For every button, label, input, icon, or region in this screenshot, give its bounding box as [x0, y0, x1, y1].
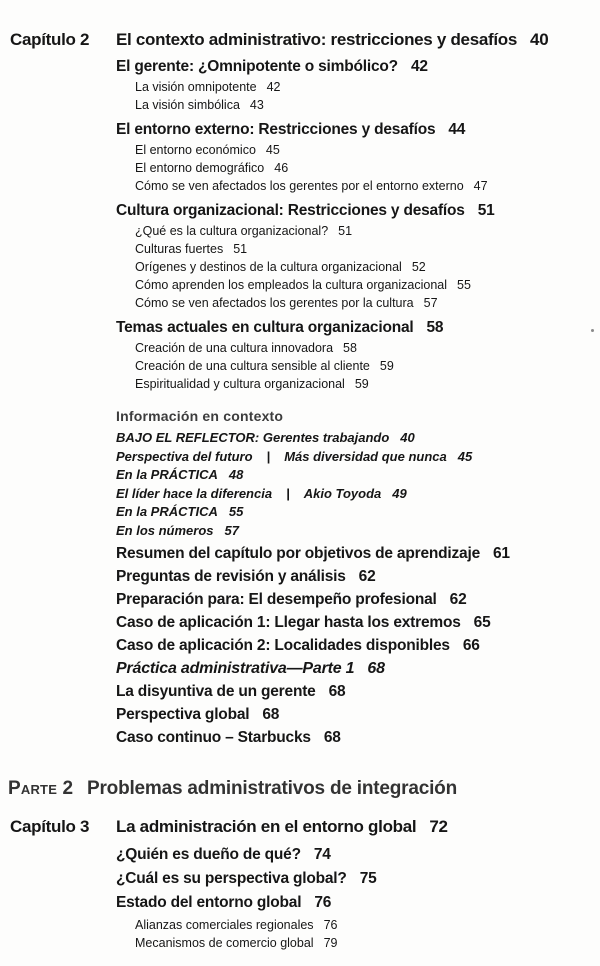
entry-title: Preparación para: El desempeño profesional [116, 591, 437, 608]
page-number: 65 [473, 614, 491, 631]
page-number: 57 [224, 522, 239, 538]
entry-title: En la PRÁCTICA [116, 504, 218, 519]
toc-entry-section [116, 588, 592, 611]
toc-entry-section [116, 726, 592, 749]
entry-title: Práctica administrativa—Parte 1 [116, 660, 355, 677]
page-number: 55 [228, 504, 244, 519]
entry-title: Creación de una cultura sensible al cliente [135, 359, 370, 373]
chapter-title: La administración en el entorno global [116, 817, 417, 836]
entry-title: BAJO EL REFLECTOR: Gerentes trabajando [116, 430, 390, 445]
page-number: 72 [429, 817, 448, 836]
page-number: 76 [323, 918, 338, 932]
toc-entry-subsection [135, 294, 592, 312]
page-number: 44 [448, 121, 466, 138]
entry-title: En la PRÁCTICA [116, 467, 218, 482]
toc-entry-subsection [135, 375, 592, 393]
page-number: 48 [228, 467, 244, 482]
page-number: 75 [359, 870, 377, 887]
page-number: 62 [358, 568, 376, 585]
page-number: 57 [423, 296, 438, 310]
entry-title: Información en contexto [116, 408, 284, 424]
toc-entry-part-2 [10, 775, 592, 802]
toc-entry-section [116, 55, 592, 78]
page-number: 76 [314, 894, 332, 911]
page-number: 68 [323, 729, 341, 746]
entry-title: Caso continuo – Starbucks [116, 729, 311, 746]
entry-title: Perspectiva del futuro [116, 448, 253, 464]
toc-entry-subsection [135, 240, 592, 258]
entry-title: Orígenes y destinos de la cultura organizacional [135, 260, 402, 274]
page-number: 68 [262, 706, 280, 723]
entry-title: Mecanismos de comercio global [135, 936, 314, 950]
page-number: 45 [457, 448, 473, 464]
toc-entry-subsection [135, 258, 592, 276]
page-number: 59 [354, 377, 369, 391]
entry-title: Alianzas comerciales regionales [135, 918, 314, 932]
entry-title: El líder hace la diferencia [116, 485, 273, 501]
toc-entry-section [116, 611, 592, 634]
toc-entry-subsection [135, 934, 592, 952]
toc-entry-section [116, 118, 592, 141]
page-number: 42 [410, 58, 428, 75]
page-number: 51 [233, 242, 248, 256]
toc-entry-subsection [135, 78, 592, 96]
toc-entry-section [116, 634, 592, 657]
toc-entry-section [116, 199, 592, 222]
pipe-separator: | [266, 448, 271, 464]
part-label: Parte 2 [8, 778, 74, 799]
entry-title: En los números [116, 522, 214, 538]
pipe-separator: | [286, 485, 290, 501]
page-number: 45 [265, 143, 280, 157]
page-number: 43 [249, 98, 264, 112]
entry-title: El entorno externo: Restricciones y desafíos [116, 121, 436, 138]
page-number: 40 [530, 30, 549, 49]
entry-title: Espiritualidad y cultura organizacional [135, 377, 345, 391]
toc-entry-section [116, 703, 592, 726]
toc-entry-feature [116, 448, 592, 467]
page-number: 58 [343, 341, 357, 355]
entry-title: Culturas fuertes [135, 242, 224, 256]
toc-entry-section [116, 542, 592, 565]
entry-title: Cómo aprenden los empleados la cultura organizacional [135, 278, 447, 292]
entry-title: Temas actuales en cultura organizacional [116, 319, 414, 336]
toc-entry-feature [116, 485, 592, 504]
entry-title: Estado del entorno global [116, 894, 302, 911]
entry-title: La disyuntiva de un gerente [116, 683, 316, 700]
part-title: Problemas administrativos de integración [87, 778, 457, 799]
toc-entry-feature [116, 466, 592, 485]
page-number: 68 [328, 683, 346, 700]
toc-entry-section [116, 680, 592, 703]
page-number: 68 [367, 660, 385, 677]
toc-entry-chapter-2 [10, 27, 592, 53]
toc-entry-practice [116, 657, 592, 680]
feature-box-header [116, 406, 592, 426]
page-number: 52 [411, 260, 426, 274]
entry-title: Creación de una cultura innovadora [135, 341, 334, 355]
page-number: 79 [323, 936, 338, 950]
page-number: 49 [392, 485, 407, 501]
page-number: 61 [493, 545, 510, 562]
toc-entry-subsection [135, 159, 592, 177]
page-number: 58 [426, 319, 444, 336]
page-number: 62 [449, 591, 467, 608]
page-number: 46 [274, 161, 289, 175]
entry-title: Resumen del capítulo por objetivos de aprendizaje [116, 545, 481, 562]
page-number: 47 [473, 179, 488, 193]
toc-entry-subsection [135, 222, 592, 240]
entry-subtitle: Akio Toyoda [303, 485, 382, 501]
toc-entry-subsection [135, 96, 592, 114]
page-number: 55 [457, 278, 471, 292]
entry-title: ¿Qué es la cultura organizacional? [135, 224, 329, 238]
entry-title: El entorno económico [135, 143, 256, 157]
entry-title: Perspectiva global [116, 706, 250, 723]
entry-title: Caso de aplicación 1: Llegar hasta los extremos [116, 614, 461, 631]
entry-title: Cómo se ven afectados los gerentes por la cultura [135, 296, 414, 310]
entry-title: Caso de aplicación 2: Localidades disponibles [116, 637, 450, 654]
entry-title: El gerente: ¿Omnipotente o simbólico? [116, 58, 398, 75]
chapter-title: El contexto administrativo: restricciones y desafíos [116, 30, 518, 49]
toc-entry-section [116, 316, 592, 339]
page-number: 51 [338, 224, 353, 238]
page-number: 74 [313, 846, 331, 863]
entry-title: ¿Quién es dueño de qué? [116, 846, 301, 863]
page-number: 42 [266, 80, 281, 94]
toc-entry-section [116, 891, 592, 915]
entry-title: La visión omnipotente [135, 80, 257, 94]
toc-entry-subsection [135, 339, 592, 357]
entry-subtitle: Más diversidad que nunca [284, 448, 447, 464]
chapter-label: Capítulo 3 [10, 817, 90, 836]
entry-title: Cómo se ven afectados los gerentes por el entorno externo [135, 179, 464, 193]
toc-entry-chapter-3 [10, 814, 592, 840]
toc-entry-section [116, 843, 592, 867]
toc-entry-subsection [135, 177, 592, 195]
page-number: 51 [477, 202, 495, 219]
toc-entry-subsection [135, 141, 592, 159]
toc-entry-section [116, 565, 592, 588]
entry-title: ¿Cuál es su perspectiva global? [116, 870, 347, 887]
toc-entry-subsection [135, 916, 592, 934]
page-number: 66 [462, 637, 480, 654]
entry-title: Preguntas de revisión y análisis [116, 568, 346, 585]
toc-entry-subsection [135, 357, 592, 375]
chapter-label: Capítulo 2 [10, 30, 90, 49]
toc-entry-section [116, 867, 592, 891]
entry-title: Cultura organizacional: Restricciones y desafíos [116, 202, 465, 219]
scan-speck-artifact [591, 329, 594, 332]
page-number: 59 [379, 359, 394, 373]
toc-entry-feature [116, 429, 592, 448]
toc-entry-feature [116, 503, 592, 522]
page-number: 40 [400, 430, 415, 445]
toc-entry-feature [116, 522, 592, 541]
entry-title: La visión simbólica [135, 98, 240, 112]
toc-entry-subsection [135, 276, 592, 294]
entry-title: El entorno demográfico [135, 161, 265, 175]
